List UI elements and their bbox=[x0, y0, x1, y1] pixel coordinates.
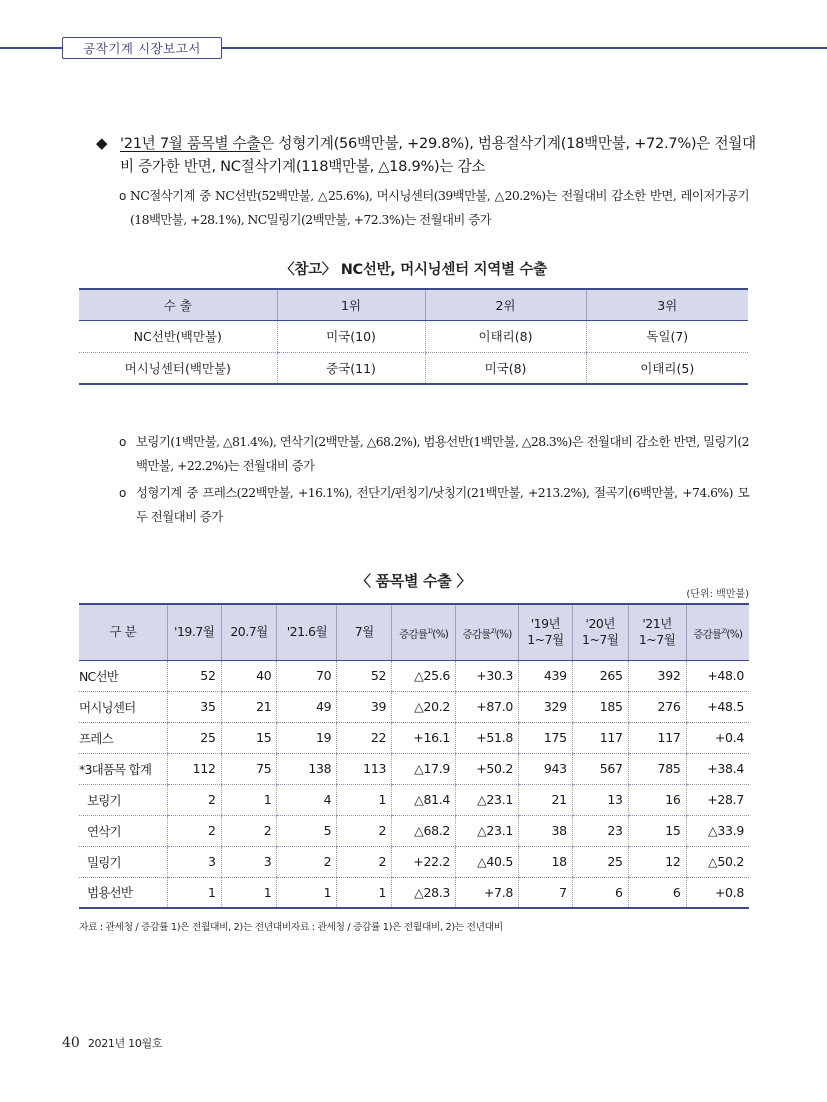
row-label: *3대품목 합계 bbox=[79, 753, 167, 784]
table-cell: △40.5 bbox=[456, 846, 519, 877]
table-cell: 138 bbox=[277, 753, 337, 784]
table-cell: 1 bbox=[221, 877, 277, 908]
row-label: 연삭기 bbox=[79, 815, 167, 846]
ref-header-cell: 2위 bbox=[425, 289, 586, 320]
ref-cell: 미국(10) bbox=[277, 320, 425, 352]
table-cell: △28.3 bbox=[392, 877, 456, 908]
summary-text: 은 성형기계(56백만불, +29.8%), 범용절삭기계(18백만불, +72.7%)은 전월대비 증가한 반면, NC절삭기계(118백만불, △18.9%)는 감소 bbox=[120, 135, 756, 175]
table-cell: 52 bbox=[167, 660, 221, 691]
table-cell: 567 bbox=[572, 753, 628, 784]
page-footer bbox=[62, 1035, 162, 1051]
table-cell: +22.2 bbox=[392, 846, 456, 877]
table-cell: 392 bbox=[628, 660, 686, 691]
bullet-text: NC절삭기계 중 NC선반(52백만불, △25.6%), 머시닝센터(39백만불, △20.2%)는 전월대비 감소한 반면, 레이저가공기(18백만불, +28.1%), NC밀링기(2백만불, +72.3%)는 전월대비 증가 bbox=[130, 188, 749, 227]
header-cell: '21.6월 bbox=[277, 604, 337, 660]
table-cell: +28.7 bbox=[686, 784, 749, 815]
table-row bbox=[79, 722, 749, 753]
header-cell: 증감률$^{2)}$(%) bbox=[686, 604, 749, 660]
table-cell: +50.2 bbox=[456, 753, 519, 784]
table-cell: 18 bbox=[519, 846, 573, 877]
report-title-tab bbox=[62, 37, 222, 59]
table-cell: 21 bbox=[221, 691, 277, 722]
table-cell: 1 bbox=[221, 784, 277, 815]
bullet-text: 성형기계 중 프레스(22백만불, +16.1%), 전단기/펀칭기/낫칭기(21백만불, +213.2%), 절곡기(6백만불, +74.6%) 모두 전월대비 증가 bbox=[136, 485, 749, 524]
main-table-title: 〈 품목별 수출 〉 bbox=[355, 572, 472, 590]
table-cell: 7 bbox=[519, 877, 573, 908]
table-cell: +38.4 bbox=[686, 753, 749, 784]
ref-cell: 이태리(5) bbox=[586, 352, 748, 384]
table-row bbox=[79, 815, 749, 846]
bullet-item bbox=[119, 184, 749, 232]
ref-header-cell: 수 출 bbox=[79, 289, 277, 320]
export-table bbox=[79, 603, 749, 909]
ref-cell: 독일(7) bbox=[586, 320, 748, 352]
row-label: NC선반 bbox=[79, 660, 167, 691]
ref-table-row bbox=[79, 352, 748, 384]
export-table-header bbox=[79, 604, 749, 660]
table-cell: 2 bbox=[167, 784, 221, 815]
table-row bbox=[79, 784, 749, 815]
table-cell: △25.6 bbox=[392, 660, 456, 691]
table-cell: +48.5 bbox=[686, 691, 749, 722]
ref-header-cell: 3위 bbox=[586, 289, 748, 320]
table-cell: 22 bbox=[337, 722, 392, 753]
table-cell: 15 bbox=[628, 815, 686, 846]
table-row bbox=[79, 846, 749, 877]
table-row bbox=[79, 753, 749, 784]
table-cell: +7.8 bbox=[456, 877, 519, 908]
header-cell: 구 분 bbox=[79, 604, 167, 660]
table-cell: 2 bbox=[277, 846, 337, 877]
ref-table-header bbox=[79, 289, 748, 320]
table-cell: 70 bbox=[277, 660, 337, 691]
table-row bbox=[79, 660, 749, 691]
table-cell: 40 bbox=[221, 660, 277, 691]
table-cell: 3 bbox=[167, 846, 221, 877]
table-cell: 16 bbox=[628, 784, 686, 815]
header-cell: '20년 1~7월 bbox=[572, 604, 628, 660]
ref-header-cell: 1위 bbox=[277, 289, 425, 320]
table-cell: 49 bbox=[277, 691, 337, 722]
table-cell: 12 bbox=[628, 846, 686, 877]
bullet-item bbox=[119, 430, 749, 478]
table-cell: +0.8 bbox=[686, 877, 749, 908]
page-number: 40 bbox=[62, 1035, 80, 1051]
table-cell: 25 bbox=[572, 846, 628, 877]
table-cell: 4 bbox=[277, 784, 337, 815]
table-cell: 1 bbox=[337, 784, 392, 815]
table-cell: 13 bbox=[572, 784, 628, 815]
ref-cell: 머시닝센터(백만불) bbox=[79, 352, 277, 384]
table-cell: △23.1 bbox=[456, 815, 519, 846]
table-cell: 15 bbox=[221, 722, 277, 753]
row-label: 밀링기 bbox=[79, 846, 167, 877]
table-cell: +51.8 bbox=[456, 722, 519, 753]
summary-paragraph bbox=[96, 132, 756, 178]
table-cell: 265 bbox=[572, 660, 628, 691]
table-cell: 2 bbox=[337, 815, 392, 846]
header-cell: '21년 1~7월 bbox=[628, 604, 686, 660]
ref-table bbox=[79, 288, 748, 385]
row-label: 프레스 bbox=[79, 722, 167, 753]
header-cell: '19.7월 bbox=[167, 604, 221, 660]
row-label: 머시닝센터 bbox=[79, 691, 167, 722]
table-cell: 117 bbox=[628, 722, 686, 753]
table-cell: 2 bbox=[337, 846, 392, 877]
circle-bullet-icon: o bbox=[119, 189, 126, 203]
table-cell: 943 bbox=[519, 753, 573, 784]
ref-table-row bbox=[79, 320, 748, 352]
table-cell: 19 bbox=[277, 722, 337, 753]
table-cell: +0.4 bbox=[686, 722, 749, 753]
table-cell: 35 bbox=[167, 691, 221, 722]
ref-cell: 중국(11) bbox=[277, 352, 425, 384]
table-cell: 1 bbox=[337, 877, 392, 908]
table-cell: +48.0 bbox=[686, 660, 749, 691]
table-cell: 112 bbox=[167, 753, 221, 784]
table-cell: 2 bbox=[167, 815, 221, 846]
table-cell: 439 bbox=[519, 660, 573, 691]
table-cell: 3 bbox=[221, 846, 277, 877]
table-cell: 23 bbox=[572, 815, 628, 846]
export-table-body bbox=[79, 660, 749, 908]
table-cell: +16.1 bbox=[392, 722, 456, 753]
header-cell: '19년 1~7월 bbox=[519, 604, 573, 660]
table-row bbox=[79, 691, 749, 722]
table-cell: 185 bbox=[572, 691, 628, 722]
table-row bbox=[79, 877, 749, 908]
header-cell: 20.7월 bbox=[221, 604, 277, 660]
row-label: 보링기 bbox=[79, 784, 167, 815]
table-cell: △20.2 bbox=[392, 691, 456, 722]
ref-cell: NC선반(백만불) bbox=[79, 320, 277, 352]
table-cell: 75 bbox=[221, 753, 277, 784]
ref-table-title: 〈참고〉 NC선반, 머시닝센터 지역별 수출 bbox=[280, 262, 547, 278]
table-cell: 5 bbox=[277, 815, 337, 846]
table-cell: △50.2 bbox=[686, 846, 749, 877]
issue-label: 2021년 10월호 bbox=[87, 1037, 163, 1050]
table-cell: 329 bbox=[519, 691, 573, 722]
unit-label: (단위: 백만불) bbox=[686, 589, 749, 600]
table-cell: 113 bbox=[337, 753, 392, 784]
table-cell: △33.9 bbox=[686, 815, 749, 846]
table-cell: 785 bbox=[628, 753, 686, 784]
source-note: 자료 : 관세청 / 증감률 1)은 전월대비, 2)는 전년대비자료 : 관세청 / 증감률 1)은 전월대비, 2)는 전년대비 bbox=[79, 922, 503, 933]
table-cell: △23.1 bbox=[456, 784, 519, 815]
table-cell: +30.3 bbox=[456, 660, 519, 691]
summary-lead: '21년 7월 품목별 수출 bbox=[120, 135, 261, 152]
table-cell: 25 bbox=[167, 722, 221, 753]
table-cell: 38 bbox=[519, 815, 573, 846]
table-cell: 21 bbox=[519, 784, 573, 815]
diamond-bullet-icon: ◆ bbox=[96, 134, 108, 152]
table-cell: △81.4 bbox=[392, 784, 456, 815]
bullet-item bbox=[119, 481, 749, 529]
table-cell: 6 bbox=[572, 877, 628, 908]
table-cell: 1 bbox=[167, 877, 221, 908]
ref-cell: 미국(8) bbox=[425, 352, 586, 384]
table-cell: 6 bbox=[628, 877, 686, 908]
table-cell: 1 bbox=[277, 877, 337, 908]
table-cell: △68.2 bbox=[392, 815, 456, 846]
table-cell: +87.0 bbox=[456, 691, 519, 722]
table-cell: 276 bbox=[628, 691, 686, 722]
header-cell: 증감률$^{1)}$(%) bbox=[392, 604, 456, 660]
row-label: 범용선반 bbox=[79, 877, 167, 908]
report-title: 공작기계 시장보고서 bbox=[83, 41, 201, 56]
ref-cell: 이태리(8) bbox=[425, 320, 586, 352]
table-cell: 39 bbox=[337, 691, 392, 722]
bullet-text: 보링기(1백만불, △81.4%), 연삭기(2백만불, △68.2%), 범용선반(1백만불, △28.3%)은 전월대비 감소한 반면, 밀링기(2백만불, +22.2%)는 전월대비 증가 bbox=[136, 434, 749, 473]
table-cell: 175 bbox=[519, 722, 573, 753]
header-cell: 7월 bbox=[337, 604, 392, 660]
table-cell: 117 bbox=[572, 722, 628, 753]
header-cell: 증감률$^{2)}$(%) bbox=[456, 604, 519, 660]
circle-bullet-icon: o bbox=[119, 435, 126, 449]
circle-bullet-icon: o bbox=[119, 486, 126, 500]
table-cell: △17.9 bbox=[392, 753, 456, 784]
table-cell: 52 bbox=[337, 660, 392, 691]
table-cell: 2 bbox=[221, 815, 277, 846]
